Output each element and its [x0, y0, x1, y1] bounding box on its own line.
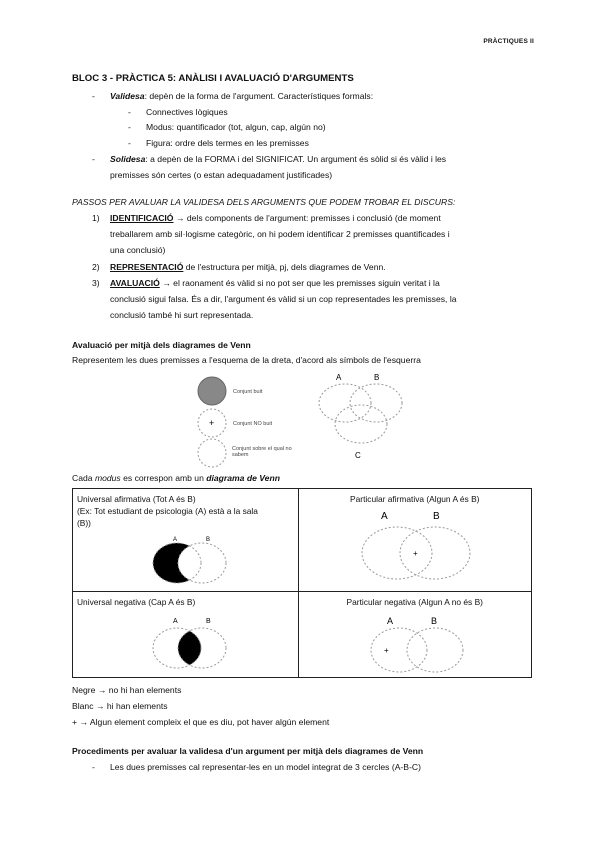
venn-three-circles	[312, 368, 422, 464]
plus-symbol: +	[383, 646, 389, 655]
cell-title-text: Universal afirmativa (Tot A és B)	[77, 494, 196, 504]
procediments-item: Les dues premisses cal representar-les en un model integrat de 3 cercles (A-B-C)	[110, 762, 421, 772]
venn-legend	[190, 372, 300, 472]
cell-example-text: (B))	[77, 518, 91, 528]
bullet-dash: -	[92, 762, 95, 772]
step-term: AVALUACIÓ	[110, 278, 160, 288]
circle-label-c: C	[355, 451, 361, 460]
venn-particular-negativa	[357, 610, 477, 676]
circle-b	[350, 384, 402, 422]
step-text: → dels components de l'argument: premisses i conclusió (de moment	[173, 213, 441, 223]
step-text: treballarem amb sil·logisme categòric, on hi podem identificar 2 premisses quantificades i	[110, 229, 450, 239]
venn-particular-afirmativa	[351, 507, 481, 589]
legend-label: Conjunt buit	[233, 389, 263, 395]
circle-label-a: A	[173, 537, 178, 543]
legend-label-wrap	[232, 446, 292, 466]
cell-particular-negativa	[298, 592, 531, 678]
solidesa-text: : a depèn de la FORMA i del SIGNIFICAT. Un argument és sòlid si és vàlid i les	[145, 154, 447, 164]
cell-title-text: Particular negativa (Algun A no és B)	[346, 597, 483, 607]
avaluacio-heading: Avaluació per mitjà dels diagrames de Venn	[72, 340, 251, 350]
procediments-heading: Procediments per avaluar la validesa d'un argument per mitjà dels diagrames de Venn	[72, 746, 424, 756]
circle-label-a: A	[380, 511, 388, 522]
circle-b	[400, 527, 470, 579]
step-text: conclusió sigui falsa. És a dir, l'argument és vàlid si un cop representades les premisses, la	[110, 294, 457, 304]
bullet-dash: -	[128, 107, 131, 117]
step-3-line	[110, 277, 440, 289]
step-text: conclusió també hi surt representada.	[110, 310, 254, 320]
empty-set-symbol	[198, 377, 226, 405]
circle-a	[371, 628, 427, 672]
circle-a	[362, 527, 432, 579]
step-term: IDENTIFICACIÓ	[110, 213, 174, 223]
venn-universal-negativa	[139, 610, 239, 676]
avaluacio-text: Representem les dues premisses a l'esquema de la dreta, d'acord als símbols de l'esquerra	[72, 355, 421, 365]
bullet-dash: -	[128, 122, 131, 132]
text-fragment: Cada	[72, 473, 95, 483]
circle-a	[319, 384, 371, 422]
cada-modus-line	[72, 472, 280, 484]
cell-particular-afirmativa	[298, 489, 531, 592]
step-text: → el raonament és vàlid si no pot ser que les premisses siguin veritat i la	[159, 278, 440, 288]
text-fragment: diagrama de Venn	[206, 473, 280, 483]
circle-label-a: A	[336, 373, 342, 382]
plus-symbol: +	[412, 549, 418, 558]
venn-modus-table	[72, 488, 532, 678]
circle-label-b: B	[206, 618, 211, 625]
key-plus: + → Algun element compleix el que es diu, pot haver algún element	[72, 717, 330, 727]
page-title: BLOC 3 - PRÀCTICA 5: ANÀLISI I AVALUACIÓ D'ARGUMENTS	[72, 73, 354, 84]
validesa-line	[110, 90, 373, 102]
solidesa-text-cont: premisses són certes (o estan adequadament justificades)	[110, 170, 333, 180]
key-blanc: Blanc → hi han elements	[72, 701, 168, 711]
circle-b	[407, 628, 463, 672]
step-number: 3)	[92, 278, 100, 288]
step-text: de l'estructura per mitjà, pj, dels diagrames de Venn.	[183, 262, 386, 272]
circle-label-b: B	[374, 373, 380, 382]
circle-c	[335, 405, 387, 443]
page-header: PRÀCTIQUES II	[483, 38, 534, 45]
cell-example-text: (Ex: Tot estudiant de psicologia (A) està a la sala	[77, 506, 258, 516]
circle-label-b: B	[430, 616, 437, 626]
step-number: 2)	[92, 262, 100, 272]
solidesa-line	[110, 153, 446, 165]
circle-label-b: B	[432, 511, 440, 522]
cell-title-text: Particular afirmativa (Algun A és B)	[350, 494, 480, 504]
cell-universal-afirmativa	[73, 489, 299, 592]
validesa-term: Validesa	[110, 91, 145, 101]
text-fragment: es correspon amb un	[120, 473, 207, 483]
cell-title	[77, 493, 258, 529]
text-fragment: modus	[94, 473, 121, 483]
unknown-set-symbol	[198, 439, 226, 467]
plus-symbol: +	[209, 418, 215, 428]
circle-label-a: A	[173, 618, 178, 625]
bullet-dash: -	[128, 138, 131, 148]
step-text: una conclusió)	[110, 245, 166, 255]
legend-label: Conjunt NO buit	[233, 421, 273, 427]
legend-label: Conjunt sobre el qual no sabem	[232, 446, 292, 458]
validesa-sub-item: Modus: quantificador (tot, algun, cap, algún no)	[146, 122, 326, 132]
validesa-sub-item: Connectives lògiques	[146, 107, 228, 117]
circle-label-a: A	[386, 616, 393, 626]
key-negre: Negre → no hi han elements	[72, 685, 182, 695]
cell-title-text: Universal negativa (Cap A és B)	[77, 597, 196, 607]
bullet-dash: -	[92, 154, 95, 164]
solidesa-term: Solidesa	[110, 154, 146, 164]
cell-universal-negativa	[73, 592, 299, 678]
venn-universal-afirmativa	[139, 533, 239, 589]
step-number: 1)	[92, 213, 100, 223]
passos-heading: PASSOS PER AVALUAR LA VALIDESA DELS ARGUMENTS QUE PODEM TROBAR EL DISCURS:	[72, 197, 456, 207]
step-2-line	[110, 261, 386, 273]
bullet-dash: -	[92, 91, 95, 101]
step-term: REPRESENTACIÓ	[110, 262, 184, 272]
step-1-line	[110, 212, 441, 224]
circle-label-b: B	[206, 537, 211, 543]
validesa-sub-item: Figura: ordre dels termes en les premisses	[146, 138, 309, 148]
validesa-text: : depèn de la forma de l'argument. Característiques formals:	[144, 91, 374, 101]
